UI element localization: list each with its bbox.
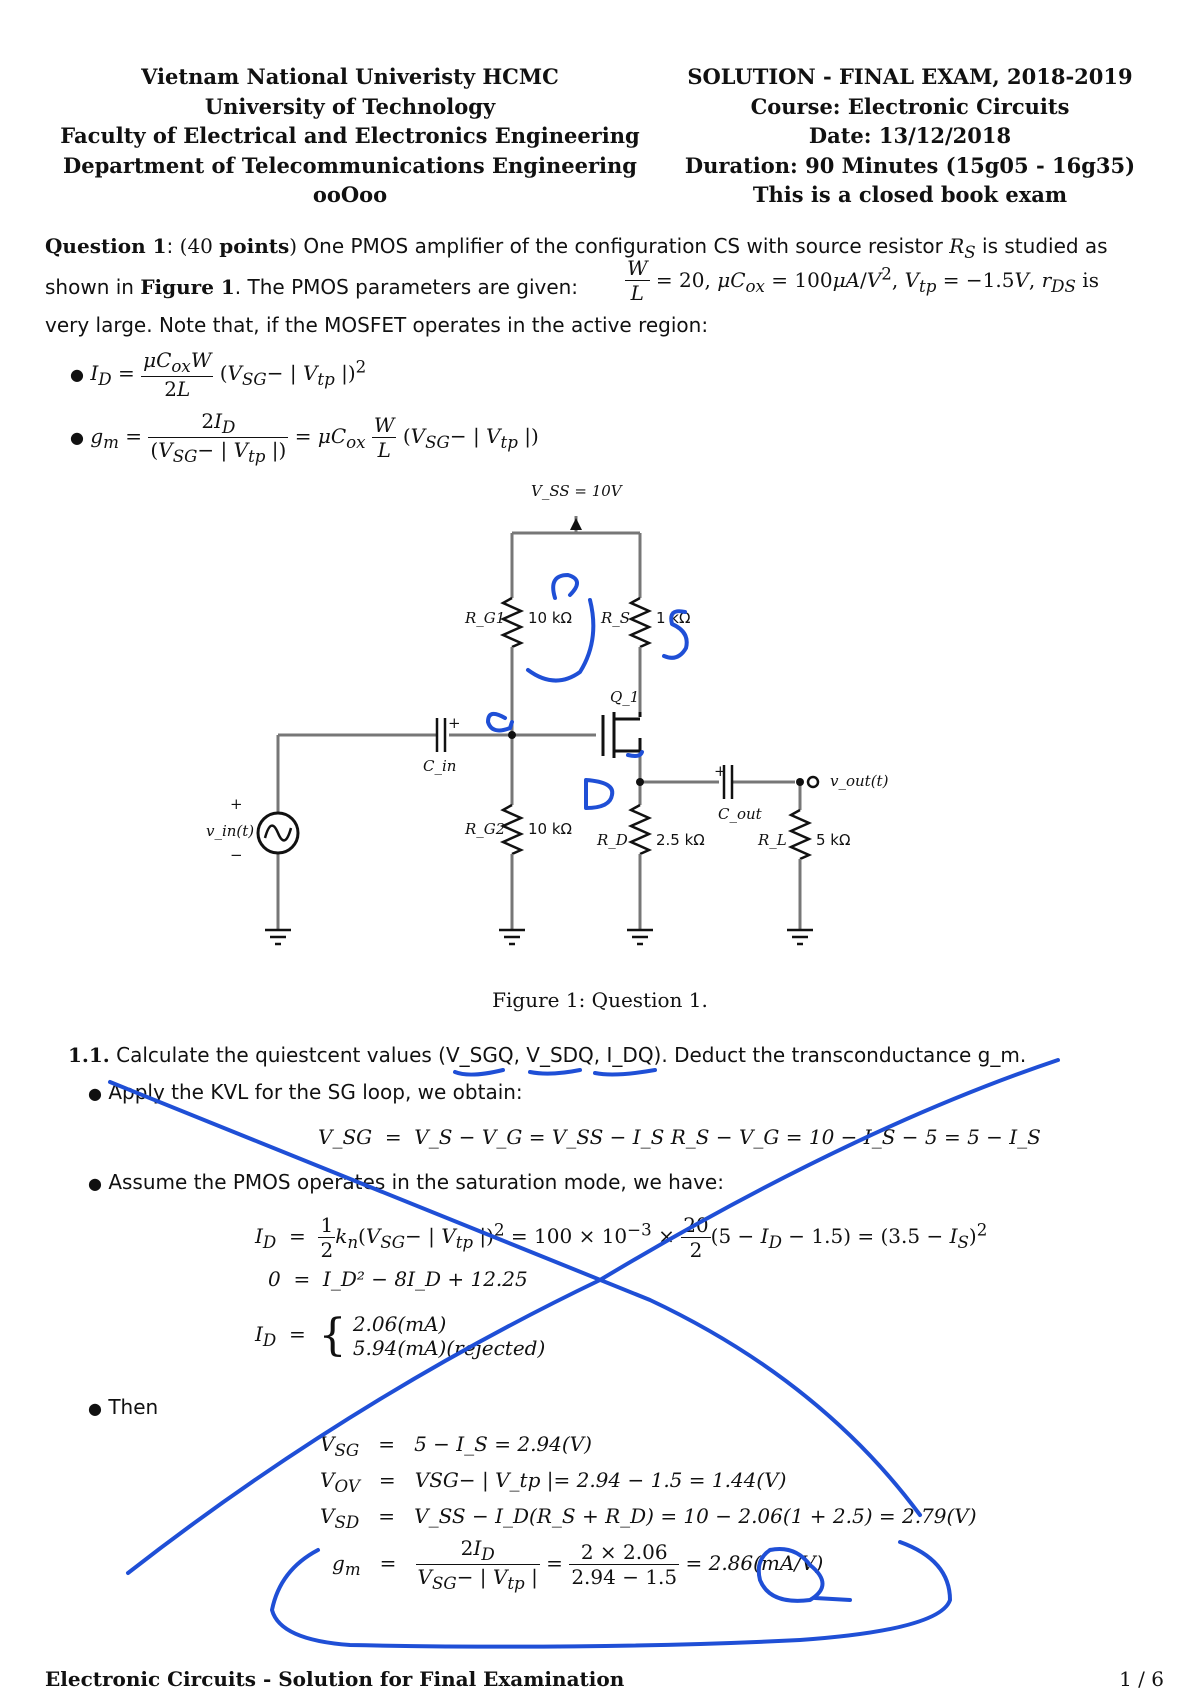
formula-id: ● $I_D$ = $\frac{\mu C_{ox}W}{2L}$ ($V_{SG}-$ | $V_{tp}$ |)$^2$ [70,348,367,401]
vss-arrow [570,518,582,530]
hand-letter-d [586,780,612,808]
part-heading [68,1038,1026,1072]
hand-loop-arrow [528,575,593,681]
header-course: Course: Electronic Circuits [750,93,1070,119]
hand-letter-g [488,714,512,731]
figure-caption: Figure 1: Question 1. [492,988,708,1012]
label-cout: C_out [718,805,762,823]
label-rl-value: 5 kΩ [816,831,851,849]
resistor-rd [631,805,649,854]
pmos-transistor-q1 [603,712,640,758]
figure-reference: Figure 1 [140,275,235,299]
label-rs-value: 1 kΩ [656,609,691,627]
eq-vsg-result: $V_{SG} = 5$ − I_S = 2.94(V) [320,1432,592,1460]
formula-gm: ● $g_m$ = $\frac{2I_D}{(V_{SG}- | V_{tp} |)}$ = $\mu C_{ox}$ $\frac{W}{L}$ ($V_{SG}-$ | $V_{tp}$ |) [70,409,539,466]
node-drain [636,778,644,786]
eq-gm-result: $g_m$ = $\frac{2I_D}{V_{SG}- | V_{tp} |}$ = $\frac{2 \times 2.06}{2.94 - 1.5}$ = 2.86(mA/V) [332,1536,824,1593]
header-exam-title: SOLUTION - FINAL EXAM, 2018-2019 [687,64,1133,89]
label-rg1: R_G1 [465,609,506,627]
eq-id-solutions: $I_D$ = { 2.06(mA) 5.94(mA)(rejected) [255,1310,546,1361]
question-intro-text-2: is studied as [982,234,1108,258]
bullet-saturation: ● Assume the PMOS operates in the saturation mode, we have: [88,1170,724,1194]
header-duration: Duration: 90 Minutes (15g05 - 16g35) [684,152,1136,178]
eq-vov-result: $V_{OV} = VSG-$ | V_tp |= 2.94 − 1.5 = 1.44(V) [320,1468,787,1496]
resistor-rg2 [503,805,521,854]
question-intro-text: One PMOS amplifier of the configuration CS with source resistor [303,234,943,258]
label-rd: R_D [597,831,628,849]
header-department: Department of Telecommunications Engineering [63,152,637,178]
label-rg2: R_G2 [465,820,506,838]
solution-2: 5.94(mA)(rejected) [352,1335,546,1360]
header-ornament: ooOoo [312,182,388,207]
label-vin-plus: + [230,795,243,813]
header-right [660,62,1160,210]
hand-drain-mark [628,752,642,756]
header-school: University of Technology [204,93,496,119]
label-rd-value: 2.5 kΩ [656,831,705,849]
label-rl: R_L [758,831,787,849]
resistor-rg1 [503,598,521,647]
header-date: Date: 13/12/2018 [808,123,1012,148]
eq-vsd-result: $V_{SD}$ = V_SS − I_D(R_S + R_D) = 10 − 2.06(1 + 2.5) = 2.79(V) [320,1504,977,1532]
label-cout-plus: + [714,762,727,780]
label-cin: C_in [423,757,457,775]
eq-vsg-kvl: V_SG = V_S − V_G = V_SS − I_S R_S − V_G = 10 − I_S − 5 = 5 − I_S [318,1125,1041,1149]
label-vin-minus: − [230,846,243,864]
header-faculty: Faculty of Electrical and Electronics Engineering [60,123,640,148]
bullet-kvl: ● Apply the KVL for the SG loop, we obtain: [88,1080,523,1104]
label-vss: V_SS = 10V [531,482,622,500]
label-rs: R_S [601,609,631,627]
resistor-rs [631,598,649,647]
vout-terminal [808,777,818,787]
header-university: Vietnam National Univeristy HCMC [141,64,559,89]
ground-symbols [265,930,813,944]
question-points: (40 points) [179,234,298,258]
label-cin-plus: + [448,714,461,732]
part-number: 1.1. [68,1043,110,1067]
footer-title: Electronic Circuits - Solution for Final Examination [45,1667,625,1691]
label-rg1-value: 10 kΩ [528,609,573,627]
part-task: Calculate the quiestcent values (V_SGQ, V_SDQ, I_DQ). Deduct the transconductance g_m. [116,1043,1027,1067]
footer-page-number: 1 / 6 [1119,1667,1164,1691]
label-rg2-value: 10 kΩ [528,820,573,838]
eq-quadratic: 0 = I_D² − 8I_D + 12.25 [268,1267,528,1291]
header-left [40,62,660,210]
question-title: Question 1 [45,234,167,258]
node-gate [508,731,516,739]
bullet-then: ● Then [88,1395,159,1419]
header-closed-book: This is a closed book exam [752,182,1068,207]
node-out [796,778,804,786]
resistor-rl [791,810,809,859]
question-line3: very large. Note that, if the MOSFET operates in the active region: [45,313,709,337]
label-vout: v_out(t) [830,772,889,790]
label-vin: v_in(t) [206,822,255,840]
vin-source [258,813,298,853]
question-intro: Question 1: (40 points) One PMOS amplifier of the configuration CS with source resistor $R_S$ is studied as [45,234,1108,262]
eq-id-square: $I_D$ = $\frac{1}{2}$ $k_n(V_{SG}-$ | $V_{tp}$ $|)^2 = 100 \times 10^{-3}$ × $\frac{20}{2}$ $(5 - I_D - 1.5) = (3.5 - I_S)^2$ [255,1213,988,1262]
question-line2: shown in Figure 1. The PMOS parameters are given: [45,275,579,299]
solution-1: 2.06(mA) [352,1311,447,1336]
capacitor-cin [437,718,445,752]
question-params: $\frac{W}{L}$ = 20, $\mu C_{ox} = 100\mu A/V^2$, $V_{tp} = -1.5V$, $r_{DS}$ is [627,256,1099,305]
label-q1: Q_1 [610,688,640,706]
